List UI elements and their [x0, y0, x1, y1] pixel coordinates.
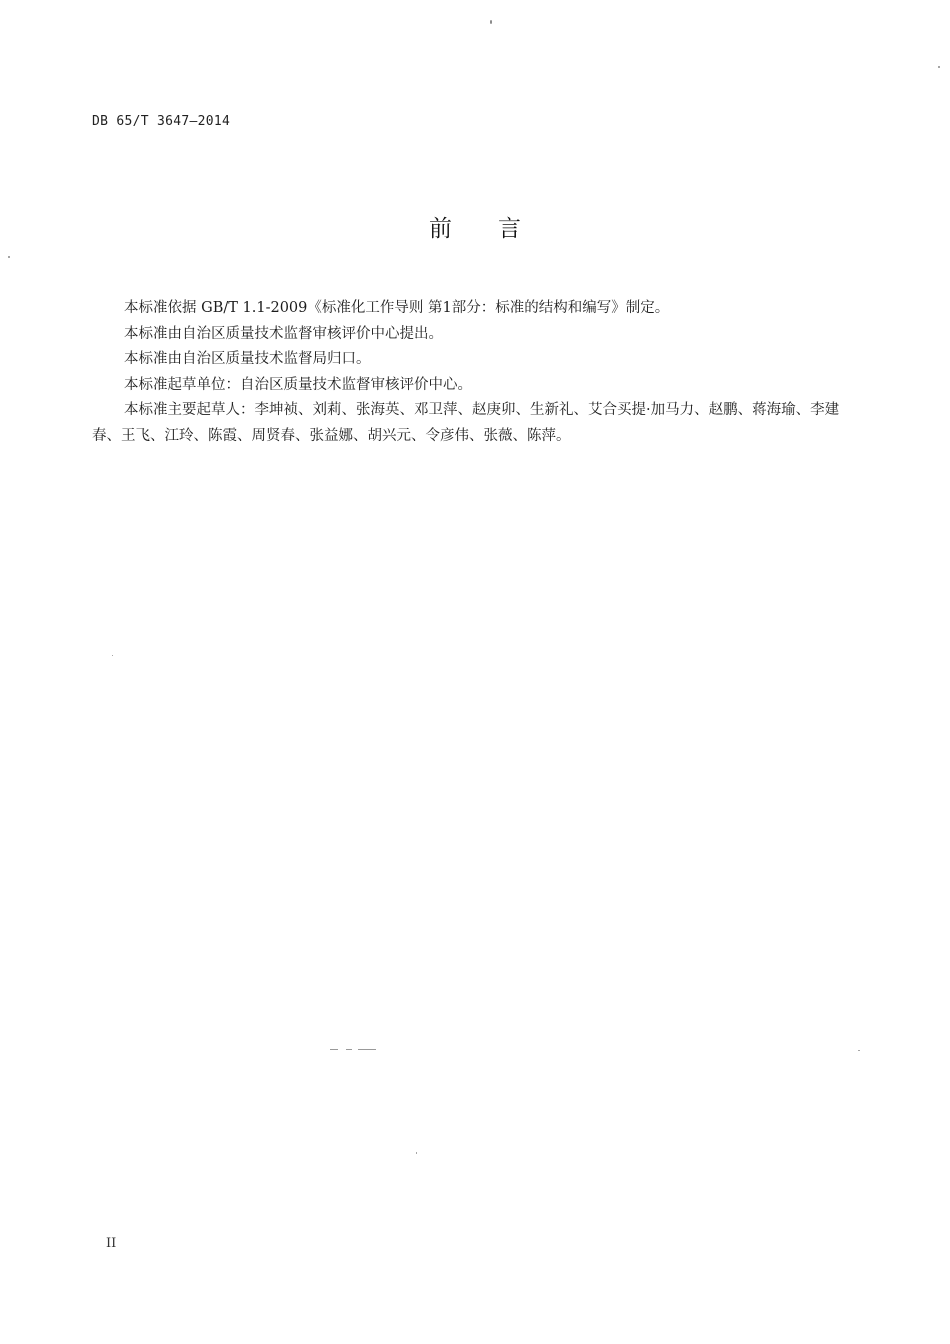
scan-dash-mark — [330, 1049, 376, 1050]
scan-speck — [490, 20, 492, 24]
scan-speck — [938, 66, 940, 68]
scan-speck — [112, 655, 113, 656]
section-title: 前言 — [429, 216, 567, 242]
paragraph-basis: 本标准依据 GB/T 1.1-2009《标准化工作导则 第1部分：标准的结构和编写》制定。 — [124, 300, 670, 316]
scan-speck — [858, 1050, 860, 1051]
scan-speck — [8, 256, 10, 258]
paragraph-administrator: 本标准由自治区质量技术监督局归口。 — [124, 351, 371, 367]
page-number: II — [106, 1236, 117, 1251]
scan-speck — [416, 1152, 417, 1154]
paragraph-drafting-unit: 本标准起草单位：自治区质量技术监督审核评价中心。 — [124, 376, 472, 393]
paragraph-proposer: 本标准由自治区质量技术监督审核评价中心提出。 — [124, 325, 443, 342]
foreword-body — [92, 296, 852, 449]
document-code: DB 65/T 3647—2014 — [92, 114, 231, 129]
paragraph-drafters: 本标准主要起草人：李坤祯、刘莉、张海英、邓卫萍、赵庚卯、生新礼、艾合买提·加马力、赵鹏、蒋海瑜、李建春、王飞、江玲、陈霞、周贤春、张益娜、胡兴元、令彦伟、张薇、陈萍。 — [92, 402, 840, 444]
